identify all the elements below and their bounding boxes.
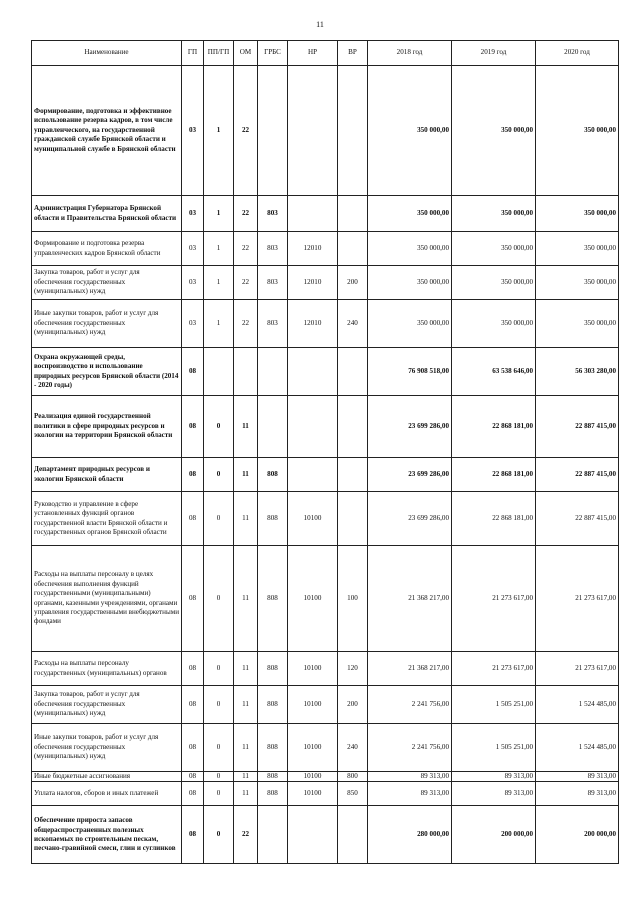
nr-cell xyxy=(288,806,338,864)
row-name-cell: Департамент природных ресурсов и экологии Брянской области xyxy=(32,458,182,492)
vr-cell: 200 xyxy=(338,266,368,300)
amount-2020-cell: 89 313,00 xyxy=(536,772,619,782)
row-name-cell: Иные бюджетные ассигнования xyxy=(32,772,182,782)
vr-cell xyxy=(338,196,368,232)
table-header-row xyxy=(32,41,619,66)
ppgp-cell: 0 xyxy=(204,806,234,864)
row-name-cell: Формирование, подготовка и эффективное использование резерва кадров, в том числе управленческого, на государственной гражданской службе Брянской области и муниципальной службе в Брянской области xyxy=(32,66,182,196)
om-cell: 22 xyxy=(234,300,258,348)
om-cell: 11 xyxy=(234,782,258,806)
ppgp-cell: 0 xyxy=(204,458,234,492)
amount-2018-cell: 350 000,00 xyxy=(368,232,452,266)
ppgp-cell: 0 xyxy=(204,772,234,782)
col-header-om: ОМ xyxy=(234,41,258,66)
nr-cell: 10100 xyxy=(288,772,338,782)
ppgp-cell: 0 xyxy=(204,782,234,806)
amount-2019-cell: 350 000,00 xyxy=(452,66,536,196)
table-row xyxy=(32,782,619,806)
gp-cell: 08 xyxy=(182,806,204,864)
row-name-cell: Уплата налогов, сборов и иных платежей xyxy=(32,782,182,806)
vr-cell: 240 xyxy=(338,300,368,348)
amount-2020-cell: 200 000,00 xyxy=(536,806,619,864)
amount-2019-cell: 22 868 181,00 xyxy=(452,458,536,492)
gp-cell: 08 xyxy=(182,546,204,652)
grbs-cell: 803 xyxy=(258,232,288,266)
amount-2020-cell: 22 887 415,00 xyxy=(536,492,619,546)
gp-cell: 03 xyxy=(182,300,204,348)
vr-cell: 200 xyxy=(338,686,368,724)
budget-table xyxy=(31,40,619,864)
table-row xyxy=(32,348,619,396)
col-header-gp: ГП xyxy=(182,41,204,66)
nr-cell: 10100 xyxy=(288,652,338,686)
amount-2019-cell: 89 313,00 xyxy=(452,782,536,806)
om-cell xyxy=(234,348,258,396)
amount-2019-cell: 22 868 181,00 xyxy=(452,396,536,458)
om-cell: 22 xyxy=(234,266,258,300)
nr-cell: 10100 xyxy=(288,782,338,806)
om-cell: 22 xyxy=(234,806,258,864)
nr-cell: 10100 xyxy=(288,492,338,546)
table-row xyxy=(32,300,619,348)
grbs-cell: 803 xyxy=(258,300,288,348)
amount-2020-cell: 21 273 617,00 xyxy=(536,652,619,686)
table-row xyxy=(32,266,619,300)
amount-2019-cell: 350 000,00 xyxy=(452,232,536,266)
row-name-cell: Расходы на выплаты персоналу государственных (муниципальных) органов xyxy=(32,652,182,686)
col-header-2018: 2018 год xyxy=(368,41,452,66)
grbs-cell: 808 xyxy=(258,782,288,806)
om-cell: 11 xyxy=(234,724,258,772)
page-number: 11 xyxy=(316,20,324,29)
nr-cell xyxy=(288,196,338,232)
vr-cell xyxy=(338,458,368,492)
col-header-name: Наименование xyxy=(32,41,182,66)
vr-cell: 800 xyxy=(338,772,368,782)
grbs-cell: 808 xyxy=(258,546,288,652)
grbs-cell: 808 xyxy=(258,772,288,782)
grbs-cell xyxy=(258,396,288,458)
amount-2020-cell: 1 524 485,00 xyxy=(536,724,619,772)
vr-cell xyxy=(338,348,368,396)
table-row xyxy=(32,772,619,782)
table-row xyxy=(32,396,619,458)
gp-cell: 08 xyxy=(182,458,204,492)
amount-2018-cell: 89 313,00 xyxy=(368,782,452,806)
row-name-cell: Обеспечение прироста запасов общераспространенных полезных ископаемых по строительным пескам, песчано-гравийной смеси, глин и суглинков xyxy=(32,806,182,864)
col-header-ppgp: ПП/ГП xyxy=(204,41,234,66)
om-cell: 22 xyxy=(234,66,258,196)
amount-2019-cell: 350 000,00 xyxy=(452,196,536,232)
gp-cell: 08 xyxy=(182,348,204,396)
gp-cell: 08 xyxy=(182,492,204,546)
ppgp-cell: 0 xyxy=(204,724,234,772)
gp-cell: 03 xyxy=(182,266,204,300)
grbs-cell xyxy=(258,66,288,196)
grbs-cell: 808 xyxy=(258,652,288,686)
col-header-2020: 2020 год xyxy=(536,41,619,66)
ppgp-cell: 0 xyxy=(204,652,234,686)
col-header-vr: ВР xyxy=(338,41,368,66)
nr-cell: 12010 xyxy=(288,300,338,348)
gp-cell: 03 xyxy=(182,196,204,232)
vr-cell xyxy=(338,66,368,196)
amount-2019-cell: 350 000,00 xyxy=(452,266,536,300)
nr-cell: 10100 xyxy=(288,724,338,772)
row-name-cell: Иные закупки товаров, работ и услуг для обеспечения государственных (муниципальных) нужд xyxy=(32,300,182,348)
amount-2018-cell: 23 699 286,00 xyxy=(368,458,452,492)
row-name-cell: Закупка товаров, работ и услуг для обеспечения государственных (муниципальных) нужд xyxy=(32,686,182,724)
amount-2020-cell: 350 000,00 xyxy=(536,66,619,196)
col-header-grbs: ГРБС xyxy=(258,41,288,66)
amount-2019-cell: 1 505 251,00 xyxy=(452,686,536,724)
amount-2020-cell: 22 887 415,00 xyxy=(536,458,619,492)
row-name-cell: Иные закупки товаров, работ и услуг для обеспечения государственных (муниципальных) нужд xyxy=(32,724,182,772)
gp-cell: 03 xyxy=(182,66,204,196)
nr-cell: 12010 xyxy=(288,232,338,266)
amount-2018-cell: 23 699 286,00 xyxy=(368,396,452,458)
om-cell: 11 xyxy=(234,652,258,686)
om-cell: 22 xyxy=(234,196,258,232)
amount-2020-cell: 21 273 617,00 xyxy=(536,546,619,652)
om-cell: 22 xyxy=(234,232,258,266)
amount-2018-cell: 21 368 217,00 xyxy=(368,546,452,652)
gp-cell: 08 xyxy=(182,772,204,782)
amount-2019-cell: 21 273 617,00 xyxy=(452,546,536,652)
ppgp-cell: 0 xyxy=(204,546,234,652)
grbs-cell: 808 xyxy=(258,686,288,724)
ppgp-cell: 1 xyxy=(204,266,234,300)
row-name-cell: Охрана окружающей среды, воспроизводство и использование природных ресурсов Брянской области (2014 - 2020 годы) xyxy=(32,348,182,396)
table-row xyxy=(32,66,619,196)
vr-cell xyxy=(338,396,368,458)
amount-2018-cell: 76 908 518,00 xyxy=(368,348,452,396)
amount-2019-cell: 1 505 251,00 xyxy=(452,724,536,772)
amount-2018-cell: 350 000,00 xyxy=(368,66,452,196)
amount-2020-cell: 350 000,00 xyxy=(536,300,619,348)
ppgp-cell: 0 xyxy=(204,396,234,458)
amount-2020-cell: 350 000,00 xyxy=(536,196,619,232)
vr-cell xyxy=(338,492,368,546)
table-row xyxy=(32,492,619,546)
vr-cell: 850 xyxy=(338,782,368,806)
table-row xyxy=(32,196,619,232)
grbs-cell xyxy=(258,806,288,864)
amount-2018-cell: 280 000,00 xyxy=(368,806,452,864)
om-cell: 11 xyxy=(234,686,258,724)
amount-2018-cell: 350 000,00 xyxy=(368,300,452,348)
amount-2019-cell: 200 000,00 xyxy=(452,806,536,864)
gp-cell: 08 xyxy=(182,652,204,686)
amount-2018-cell: 2 241 756,00 xyxy=(368,686,452,724)
table-row xyxy=(32,686,619,724)
amount-2020-cell: 56 303 280,00 xyxy=(536,348,619,396)
ppgp-cell xyxy=(204,348,234,396)
ppgp-cell: 1 xyxy=(204,196,234,232)
amount-2019-cell: 350 000,00 xyxy=(452,300,536,348)
table-row xyxy=(32,724,619,772)
ppgp-cell: 0 xyxy=(204,492,234,546)
grbs-cell xyxy=(258,348,288,396)
om-cell: 11 xyxy=(234,396,258,458)
grbs-cell: 808 xyxy=(258,492,288,546)
nr-cell: 12010 xyxy=(288,266,338,300)
vr-cell: 100 xyxy=(338,546,368,652)
gp-cell: 08 xyxy=(182,686,204,724)
om-cell: 11 xyxy=(234,772,258,782)
table-row xyxy=(32,806,619,864)
nr-cell: 10100 xyxy=(288,546,338,652)
amount-2018-cell: 350 000,00 xyxy=(368,266,452,300)
nr-cell xyxy=(288,66,338,196)
row-name-cell: Формирование и подготовка резерва управленческих кадров Брянской области xyxy=(32,232,182,266)
nr-cell xyxy=(288,396,338,458)
gp-cell: 08 xyxy=(182,396,204,458)
row-name-cell: Руководство и управление в сфере установленных функций органов государственной власти Брянской области и государственных органов Брянской области xyxy=(32,492,182,546)
grbs-cell: 803 xyxy=(258,266,288,300)
col-header-nr: НР xyxy=(288,41,338,66)
amount-2018-cell: 2 241 756,00 xyxy=(368,724,452,772)
grbs-cell: 808 xyxy=(258,724,288,772)
ppgp-cell: 1 xyxy=(204,232,234,266)
amount-2020-cell: 22 887 415,00 xyxy=(536,396,619,458)
amount-2019-cell: 21 273 617,00 xyxy=(452,652,536,686)
gp-cell: 03 xyxy=(182,232,204,266)
om-cell: 11 xyxy=(234,546,258,652)
gp-cell: 08 xyxy=(182,782,204,806)
row-name-cell: Расходы на выплаты персоналу в целях обеспечения выполнения функций государственными (муниципальными) органами, казенными учреждениями, органами управления государственными внебюджетными фондами xyxy=(32,546,182,652)
amount-2020-cell: 1 524 485,00 xyxy=(536,686,619,724)
nr-cell xyxy=(288,458,338,492)
amount-2018-cell: 21 368 217,00 xyxy=(368,652,452,686)
ppgp-cell: 0 xyxy=(204,686,234,724)
ppgp-cell: 1 xyxy=(204,66,234,196)
amount-2020-cell: 89 313,00 xyxy=(536,782,619,806)
om-cell: 11 xyxy=(234,458,258,492)
vr-cell xyxy=(338,232,368,266)
vr-cell: 120 xyxy=(338,652,368,686)
row-name-cell: Администрация Губернатора Брянской области и Правительства Брянской области xyxy=(32,196,182,232)
grbs-cell: 803 xyxy=(258,196,288,232)
row-name-cell: Реализация единой государственной политики в сфере природных ресурсов и экологии на территории Брянской области xyxy=(32,396,182,458)
table-row xyxy=(32,458,619,492)
om-cell: 11 xyxy=(234,492,258,546)
amount-2020-cell: 350 000,00 xyxy=(536,232,619,266)
amount-2019-cell: 89 313,00 xyxy=(452,772,536,782)
nr-cell xyxy=(288,348,338,396)
amount-2020-cell: 350 000,00 xyxy=(536,266,619,300)
col-header-2019: 2019 год xyxy=(452,41,536,66)
nr-cell: 10100 xyxy=(288,686,338,724)
ppgp-cell: 1 xyxy=(204,300,234,348)
amount-2019-cell: 22 868 181,00 xyxy=(452,492,536,546)
amount-2018-cell: 23 699 286,00 xyxy=(368,492,452,546)
grbs-cell: 808 xyxy=(258,458,288,492)
amount-2018-cell: 350 000,00 xyxy=(368,196,452,232)
gp-cell: 08 xyxy=(182,724,204,772)
table-row xyxy=(32,546,619,652)
amount-2019-cell: 63 538 646,00 xyxy=(452,348,536,396)
row-name-cell: Закупка товаров, работ и услуг для обеспечения государственных (муниципальных) нужд xyxy=(32,266,182,300)
table-row xyxy=(32,232,619,266)
table-row xyxy=(32,652,619,686)
amount-2018-cell: 89 313,00 xyxy=(368,772,452,782)
vr-cell xyxy=(338,806,368,864)
vr-cell: 240 xyxy=(338,724,368,772)
